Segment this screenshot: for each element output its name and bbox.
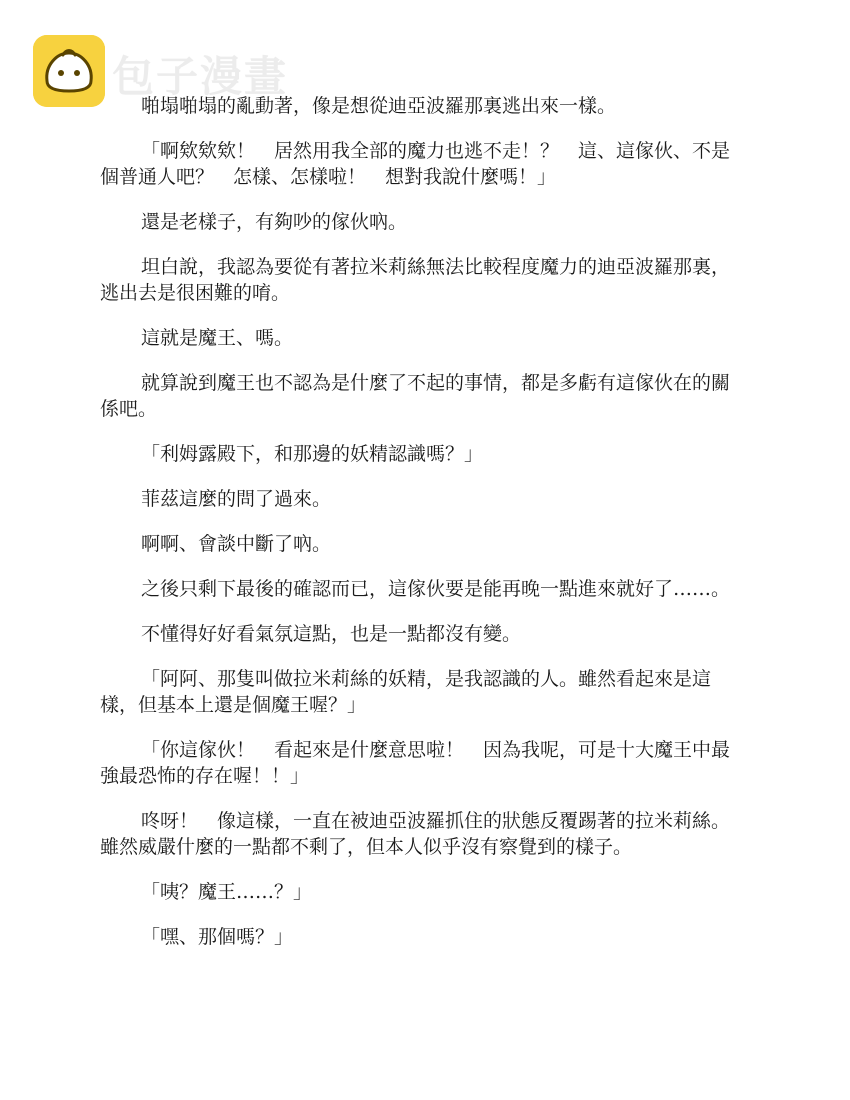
paragraph: 「阿阿、那隻叫做拉米莉絲的妖精，是我認識的人。雖然看起來是這樣，但基本上還是個魔王喔？」: [100, 668, 712, 716]
paragraph: 不懂得好好看氣氛這點，也是一點都沒有變。: [141, 623, 522, 645]
paragraph: 就算說到魔王也不認為是什麼了不起的事情，都是多虧有這傢伙在的關係吧。: [100, 372, 731, 420]
paragraph: 菲茲這麼的問了過來。: [141, 488, 332, 510]
watermark-logo: [33, 35, 105, 107]
watermark-text: 包子漫畫: [112, 52, 289, 101]
bun-icon-graphic: [33, 35, 105, 107]
novel-text: [100, 93, 748, 969]
bun-logo-icon: [33, 35, 105, 107]
paragraph: 這就是魔王、嗎。: [141, 327, 294, 349]
paragraph: 「嘿、那個嗎？」: [141, 926, 294, 948]
paragraph: 啊啊、會談中斷了吶。: [141, 533, 332, 555]
paragraph: 「咦？魔王……？」: [141, 881, 313, 903]
paragraph: 之後只剩下最後的確認而已，這傢伙要是能再晚一點進來就好了……。: [141, 578, 731, 600]
paragraph: 啪塌啪塌的亂動著，像是想從迪亞波羅那裏逃出來一樣。: [141, 95, 617, 117]
paragraph: 「啊欸欸欸！ 居然用我全部的魔力也逃不走！？ 這、這傢伙、不是個普通人吧？ 怎樣、怎樣啦！ 想對我說什麼嗎！」: [100, 140, 731, 188]
paragraph: 咚呀！ 像這樣，一直在被迪亞波羅抓住的狀態反覆踢著的拉米莉絲。雖然威嚴什麼的一點都不剩了，但本人似乎沒有察覺到的樣子。: [100, 810, 731, 858]
paragraph: 坦白說，我認為要從有著拉米莉絲無法比較程度魔力的迪亞波羅那裏，逃出去是很困難的唷。: [100, 256, 731, 304]
paragraph: 「利姆露殿下，和那邊的妖精認識嗎？」: [141, 443, 484, 465]
paragraph: 還是老樣子，有夠吵的傢伙吶。: [141, 211, 408, 233]
paragraph: 「你這傢伙！ 看起來是什麼意思啦！ 因為我呢，可是十大魔王中最強最恐怖的存在喔！！」: [100, 739, 731, 787]
